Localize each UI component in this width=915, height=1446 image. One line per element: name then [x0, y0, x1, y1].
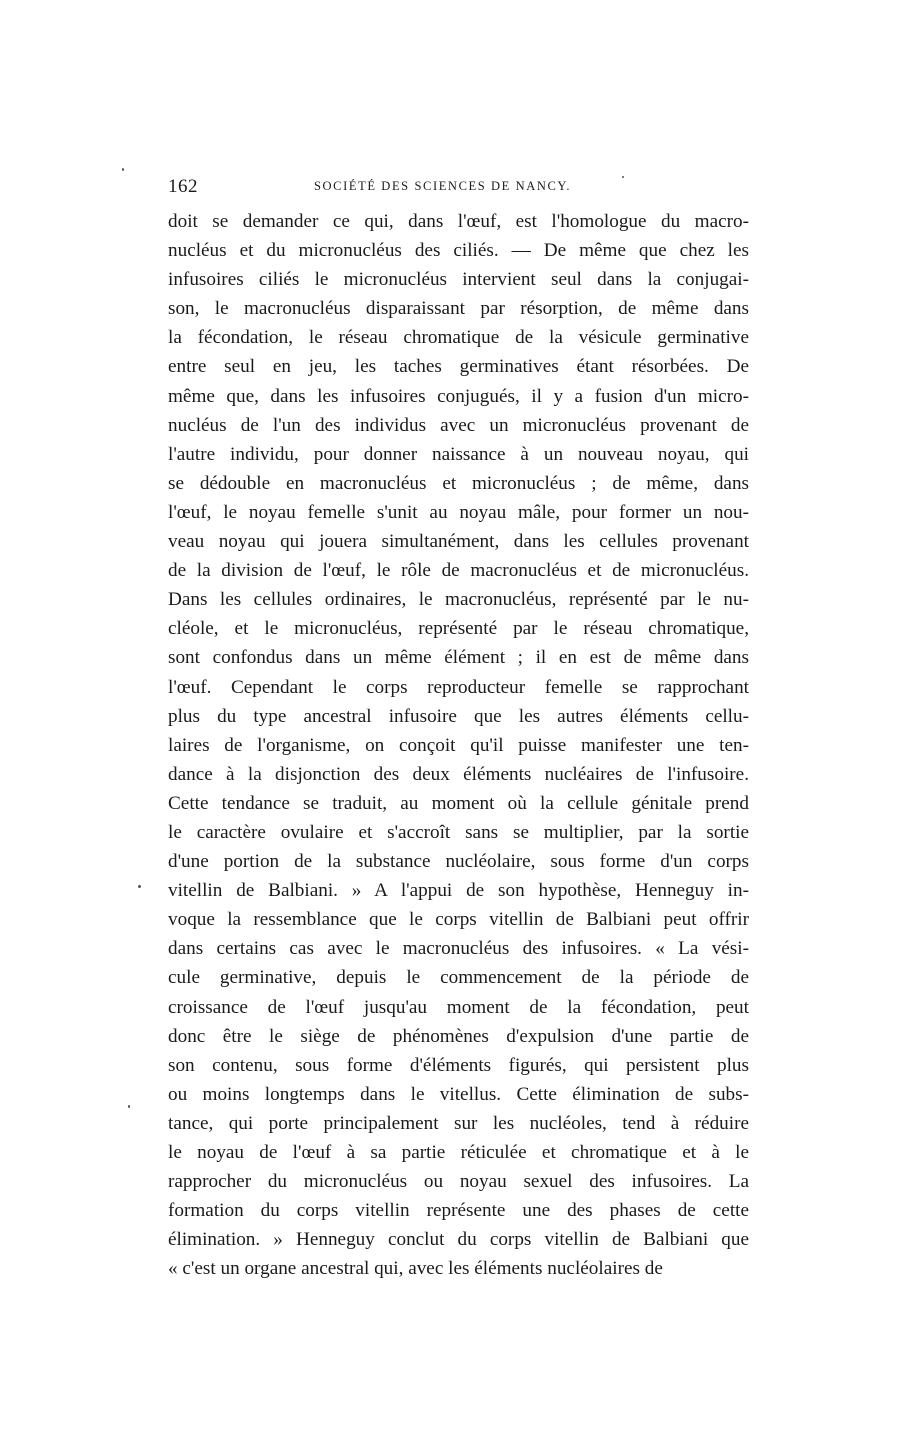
text-line: se dédouble en macronucléus et micronucléus ; de même, dans — [168, 472, 749, 494]
running-head — [168, 176, 748, 198]
text-line: même que, dans les infusoires conjugués, il y a fusion d'un micro- — [168, 385, 749, 407]
text-line: rapprocher du micronucléus ou noyau sexuel des infusoires. La — [168, 1171, 749, 1193]
text-line: son, le macronucléus disparaissant par résorption, de même dans — [168, 298, 749, 320]
text-line: voque la ressemblance que le corps vitellin de Balbiani peut offrir — [168, 909, 749, 931]
text-line: le noyau de l'œuf à sa partie réticulée et chromatique et à le — [168, 1142, 749, 1163]
text-line: entre seul en jeu, les taches germinatives étant résorbées. De — [168, 356, 749, 378]
scan-speck — [128, 1105, 130, 1108]
scan-speck — [622, 176, 624, 178]
text-line: laires de l'organisme, on conçoit qu'il puisse manifester une ten- — [168, 734, 749, 756]
text-line: d'une portion de la substance nucléolaire, sous forme d'un corps — [168, 851, 749, 873]
text-line: la fécondation, le réseau chromatique de la vésicule germinative — [168, 327, 749, 349]
text-line: plus du type ancestral infusoire que les autres éléments cellu- — [168, 705, 749, 727]
text-line: Dans les cellules ordinaires, le macronucléus, représenté par le nu- — [168, 589, 749, 611]
text-line: veau noyau qui jouera simultanément, dans les cellules provenant — [168, 531, 749, 553]
text-line: l'œuf. Cependant le corps reproducteur femelle se rapprochant — [168, 676, 749, 698]
text-line: l'autre individu, pour donner naissance à un nouveau noyau, qui — [168, 443, 749, 465]
scan-speck — [138, 885, 141, 888]
text-line: cule germinative, depuis le commencement de la période de — [168, 967, 749, 989]
text-line: nucléus de l'un des individus avec un micronucléus provenant de — [168, 414, 749, 436]
text-line: le caractère ovulaire et s'accroît sans se multiplier, par la sortie — [168, 821, 749, 843]
text-line: de la division de l'œuf, le rôle de macronucléus et de micronucléus. — [168, 560, 749, 582]
text-line: élimination. » Henneguy conclut du corps vitellin de Balbiani que — [168, 1229, 749, 1251]
text-line: dance à la disjonction des deux éléments nucléaires de l'infusoire. — [168, 763, 749, 785]
text-line: son contenu, sous forme d'éléments figurés, qui persistent plus — [168, 1054, 749, 1076]
text-line: infusoires ciliés le micronucléus intervient seul dans la conjugai- — [168, 269, 749, 291]
text-line: donc être le siège de phénomènes d'expulsion d'une partie de — [168, 1025, 749, 1047]
text-line: croissance de l'œuf jusqu'au moment de la fécondation, peut — [168, 996, 749, 1018]
body-text — [168, 207, 749, 1283]
text-line: l'œuf, le noyau femelle s'unit au noyau mâle, pour former un nou- — [168, 501, 749, 523]
text-line: cléole, et le micronucléus, représenté par le réseau chromatique, — [168, 618, 749, 640]
text-line: dans certains cas avec le macronucléus des infusoires. « La vési- — [168, 938, 749, 960]
text-line: doit se demander ce qui, dans l'œuf, est l'homologue du macro- — [168, 211, 749, 232]
text-line: « c'est un organe ancestral qui, avec les éléments nucléolaires de — [168, 1258, 663, 1280]
journal-title: SOCIÉTÉ DES SCIENCES DE NANCY. — [314, 179, 572, 193]
text-line: sont confondus dans un même élément ; il en est de même dans — [168, 647, 749, 669]
text-line: Cette tendance se traduit, au moment où la cellule génitale prend — [168, 792, 749, 814]
text-line: formation du corps vitellin représente une des phases de cette — [168, 1200, 749, 1222]
text-line: vitellin de Balbiani. » A l'appui de son hypothèse, Henneguy in- — [168, 880, 749, 902]
page-number: 162 — [168, 176, 198, 197]
text-line: tance, qui porte principalement sur les nucléoles, tend à réduire — [168, 1112, 749, 1134]
scan-speck — [122, 168, 124, 171]
text-line: nucléus et du micronucléus des ciliés. — De même que chez les — [168, 240, 749, 262]
text-line: ou moins longtemps dans le vitellus. Cette élimination de subs- — [168, 1083, 749, 1105]
